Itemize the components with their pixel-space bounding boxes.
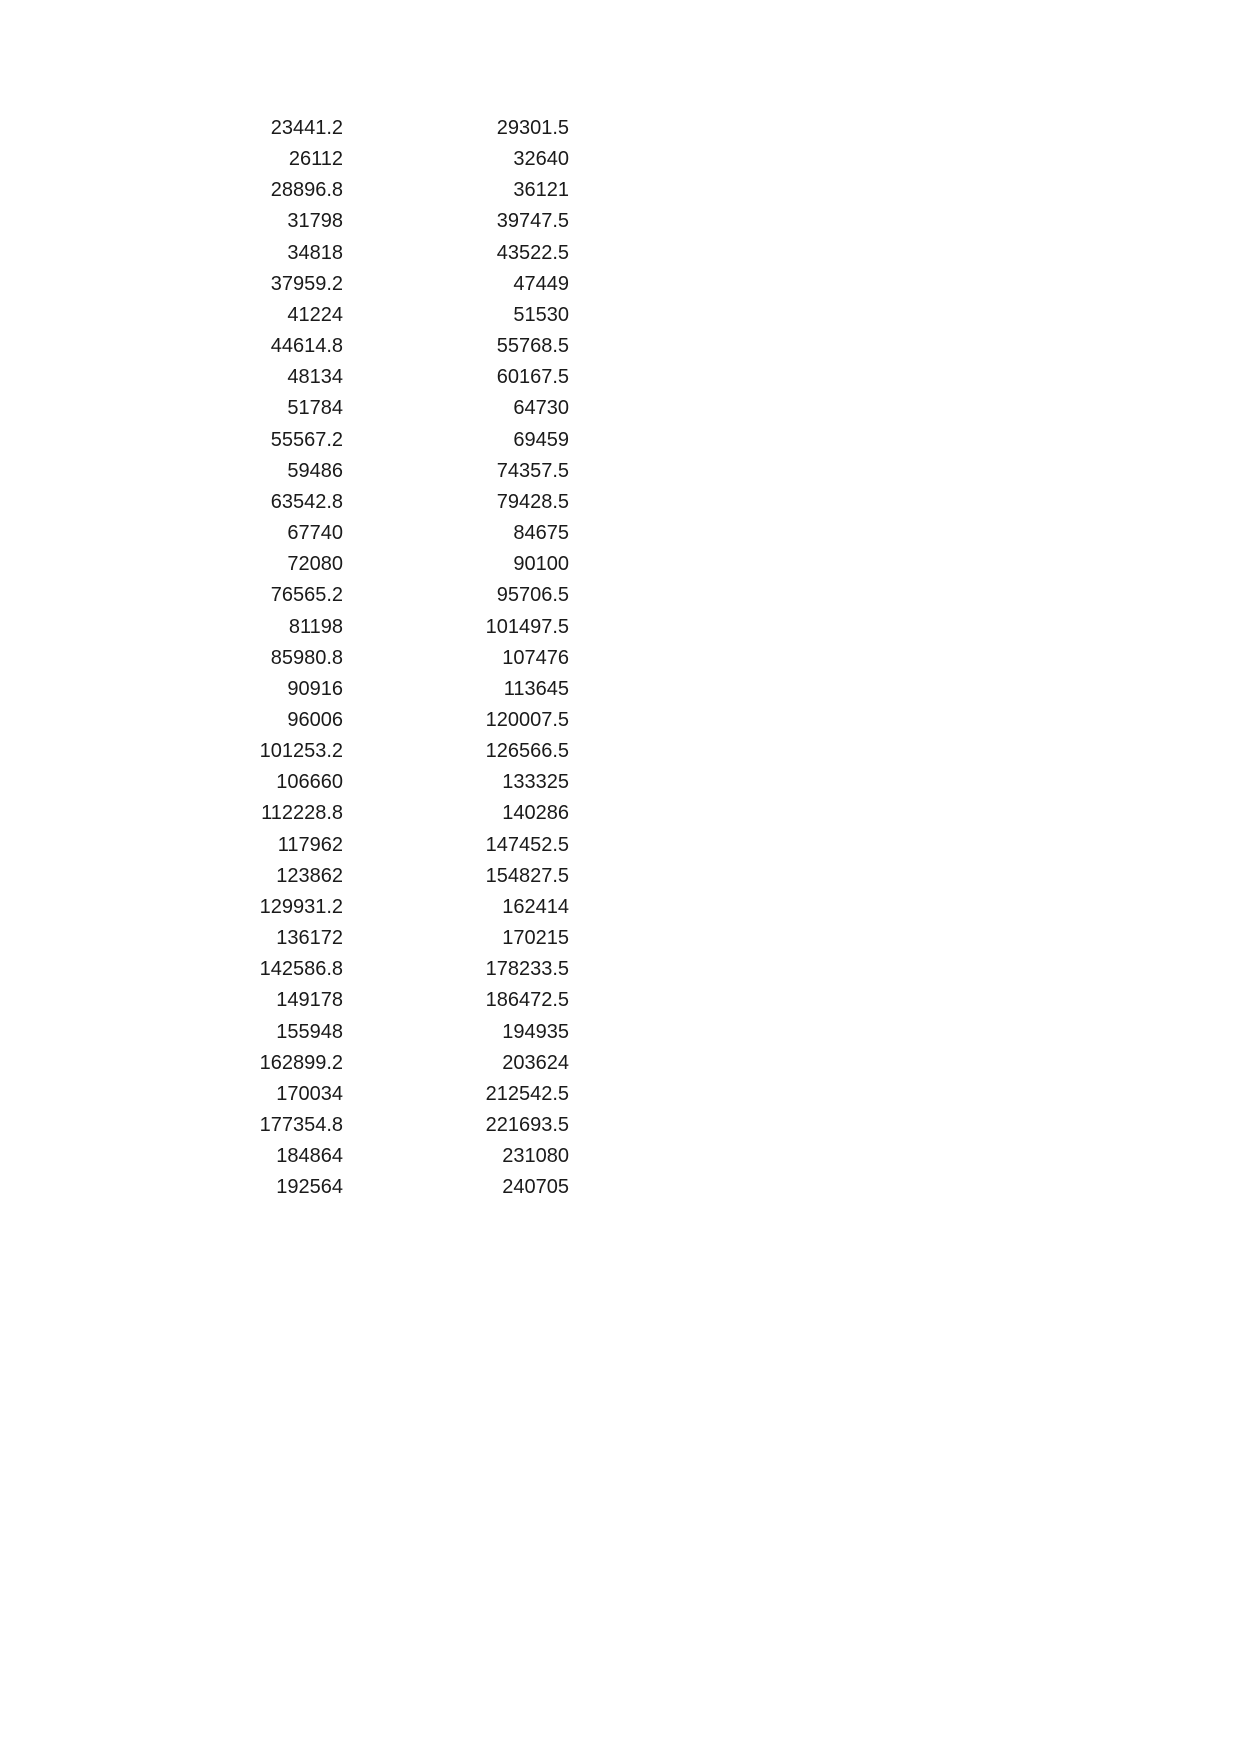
table-row (250, 1141, 569, 1172)
table-cell-col-a: 136172 (276, 927, 343, 950)
table-row (250, 923, 569, 954)
table-row (250, 954, 569, 985)
table-row (250, 892, 569, 923)
table-cell-col-a: 34818 (287, 241, 343, 264)
table-cell-col-b: 55768.5 (496, 335, 569, 358)
table-cell-col-a: 117962 (277, 833, 343, 856)
table-row (250, 1017, 569, 1048)
table-row (250, 705, 569, 736)
table-row (250, 612, 569, 643)
table-cell-col-a: 101253.2 (259, 740, 343, 763)
table-cell-col-a: 72080 (287, 553, 343, 576)
table-row (250, 425, 569, 456)
table-cell-col-a: 90916 (287, 677, 343, 700)
table-cell-col-a: 170034 (276, 1082, 343, 1105)
table-row (250, 393, 569, 424)
table-cell-col-b: 32640 (513, 148, 569, 171)
table-cell-col-b: 29301.5 (496, 117, 569, 139)
table-cell-col-a: 142586.8 (259, 958, 343, 981)
table-cell-col-b: 64730 (513, 397, 569, 420)
table-cell-col-b: 39747.5 (496, 210, 569, 233)
table-cell-col-a: 67740 (287, 522, 343, 545)
table-cell-col-b: 212542.5 (485, 1082, 569, 1105)
table-row (250, 736, 569, 767)
table-cell-col-a: 85980.8 (270, 646, 343, 669)
table-row (250, 456, 569, 487)
table-cell-col-b: 69459 (513, 428, 569, 451)
table-row (250, 580, 569, 611)
table-cell-col-b: 95706.5 (496, 584, 569, 607)
table-row (250, 300, 569, 331)
table-row (250, 487, 569, 518)
table-body (250, 113, 569, 1203)
table-cell-col-a: 149178 (276, 989, 343, 1012)
table-row (250, 518, 569, 549)
data-table (250, 113, 569, 1203)
table-cell-col-b: 170215 (502, 927, 569, 950)
table-cell-col-a: 41224 (287, 303, 343, 326)
table-row (250, 1172, 569, 1203)
table-cell-col-a: 59486 (287, 459, 343, 482)
table-cell-col-a: 44614.8 (270, 335, 343, 358)
table-row (250, 830, 569, 861)
table-cell-col-a: 23441.2 (270, 117, 343, 139)
table-cell-col-b: 147452.5 (485, 833, 569, 856)
table-cell-col-b: 240705 (502, 1176, 569, 1199)
table-cell-col-a: 129931.2 (259, 895, 343, 918)
table-cell-col-b: 140286 (502, 802, 569, 825)
table-row (250, 331, 569, 362)
table-cell-col-b: 133325 (502, 771, 569, 794)
table-cell-col-b: 178233.5 (485, 958, 569, 981)
table-row (250, 144, 569, 175)
table-row (250, 861, 569, 892)
table-cell-col-b: 120007.5 (485, 708, 569, 731)
table-row (250, 1079, 569, 1110)
table-row (250, 1048, 569, 1079)
table-cell-col-b: 107476 (502, 646, 569, 669)
table-cell-col-a: 112228.8 (261, 802, 343, 825)
table-cell-col-a: 155948 (276, 1020, 343, 1043)
table-cell-col-b: 60167.5 (496, 366, 569, 389)
table-cell-col-b: 51530 (513, 303, 569, 326)
table-cell-col-b: 47449 (513, 272, 569, 295)
table-cell-col-a: 177354.8 (259, 1114, 343, 1136)
table-row (250, 767, 569, 798)
table-row (250, 113, 569, 144)
table-cell-col-a: 37959.2 (270, 272, 343, 295)
table-row (250, 362, 569, 393)
table-cell-col-a: 162899.2 (259, 1051, 343, 1074)
table-cell-col-a: 81198 (288, 615, 343, 638)
table-row (250, 985, 569, 1016)
table-cell-col-a: 28896.8 (270, 179, 343, 202)
table-row (250, 238, 569, 269)
table-cell-col-b: 43522.5 (496, 241, 569, 264)
table-cell-col-b: 90100 (513, 553, 569, 576)
table-row (250, 549, 569, 580)
table-cell-col-b: 36121 (513, 179, 569, 202)
table-cell-col-b: 79428.5 (496, 490, 569, 513)
table-cell-col-b: 231080 (502, 1145, 569, 1168)
table-cell-col-b: 154827.5 (485, 864, 569, 887)
table-cell-col-a: 106660 (276, 771, 343, 794)
table-row (250, 798, 569, 829)
table-cell-col-b: 126566.5 (485, 740, 569, 763)
table-cell-col-a: 51784 (287, 397, 343, 420)
table-cell-col-b: 162414 (502, 895, 569, 918)
table-cell-col-a: 55567.2 (270, 428, 343, 451)
table-cell-col-a: 48134 (287, 366, 343, 389)
table-cell-col-a: 184864 (276, 1145, 343, 1168)
table-cell-col-a: 96006 (287, 708, 343, 731)
table-cell-col-b: 186472.5 (485, 989, 569, 1012)
table-cell-col-a: 31798 (287, 210, 343, 233)
table-cell-col-a: 192564 (276, 1176, 343, 1199)
table-row (250, 674, 569, 705)
table-cell-col-a: 26112 (288, 148, 343, 171)
table-row (250, 175, 569, 206)
table-cell-col-b: 74357.5 (496, 459, 569, 482)
table-cell-col-b: 113645 (503, 677, 569, 700)
table-cell-col-a: 63542.8 (270, 490, 343, 513)
table-cell-col-b: 101497.5 (485, 615, 569, 638)
table-cell-col-a: 123862 (276, 864, 343, 887)
table-cell-col-b: 194935 (502, 1020, 569, 1043)
table-cell-col-a: 76565.2 (270, 584, 343, 607)
table-row (250, 1110, 569, 1141)
table-cell-col-b: 84675 (513, 522, 569, 545)
table-row (250, 269, 569, 300)
table-cell-col-b: 203624 (502, 1051, 569, 1074)
table-row (250, 643, 569, 674)
table-cell-col-b: 221693.5 (485, 1114, 569, 1136)
table-row (250, 206, 569, 237)
